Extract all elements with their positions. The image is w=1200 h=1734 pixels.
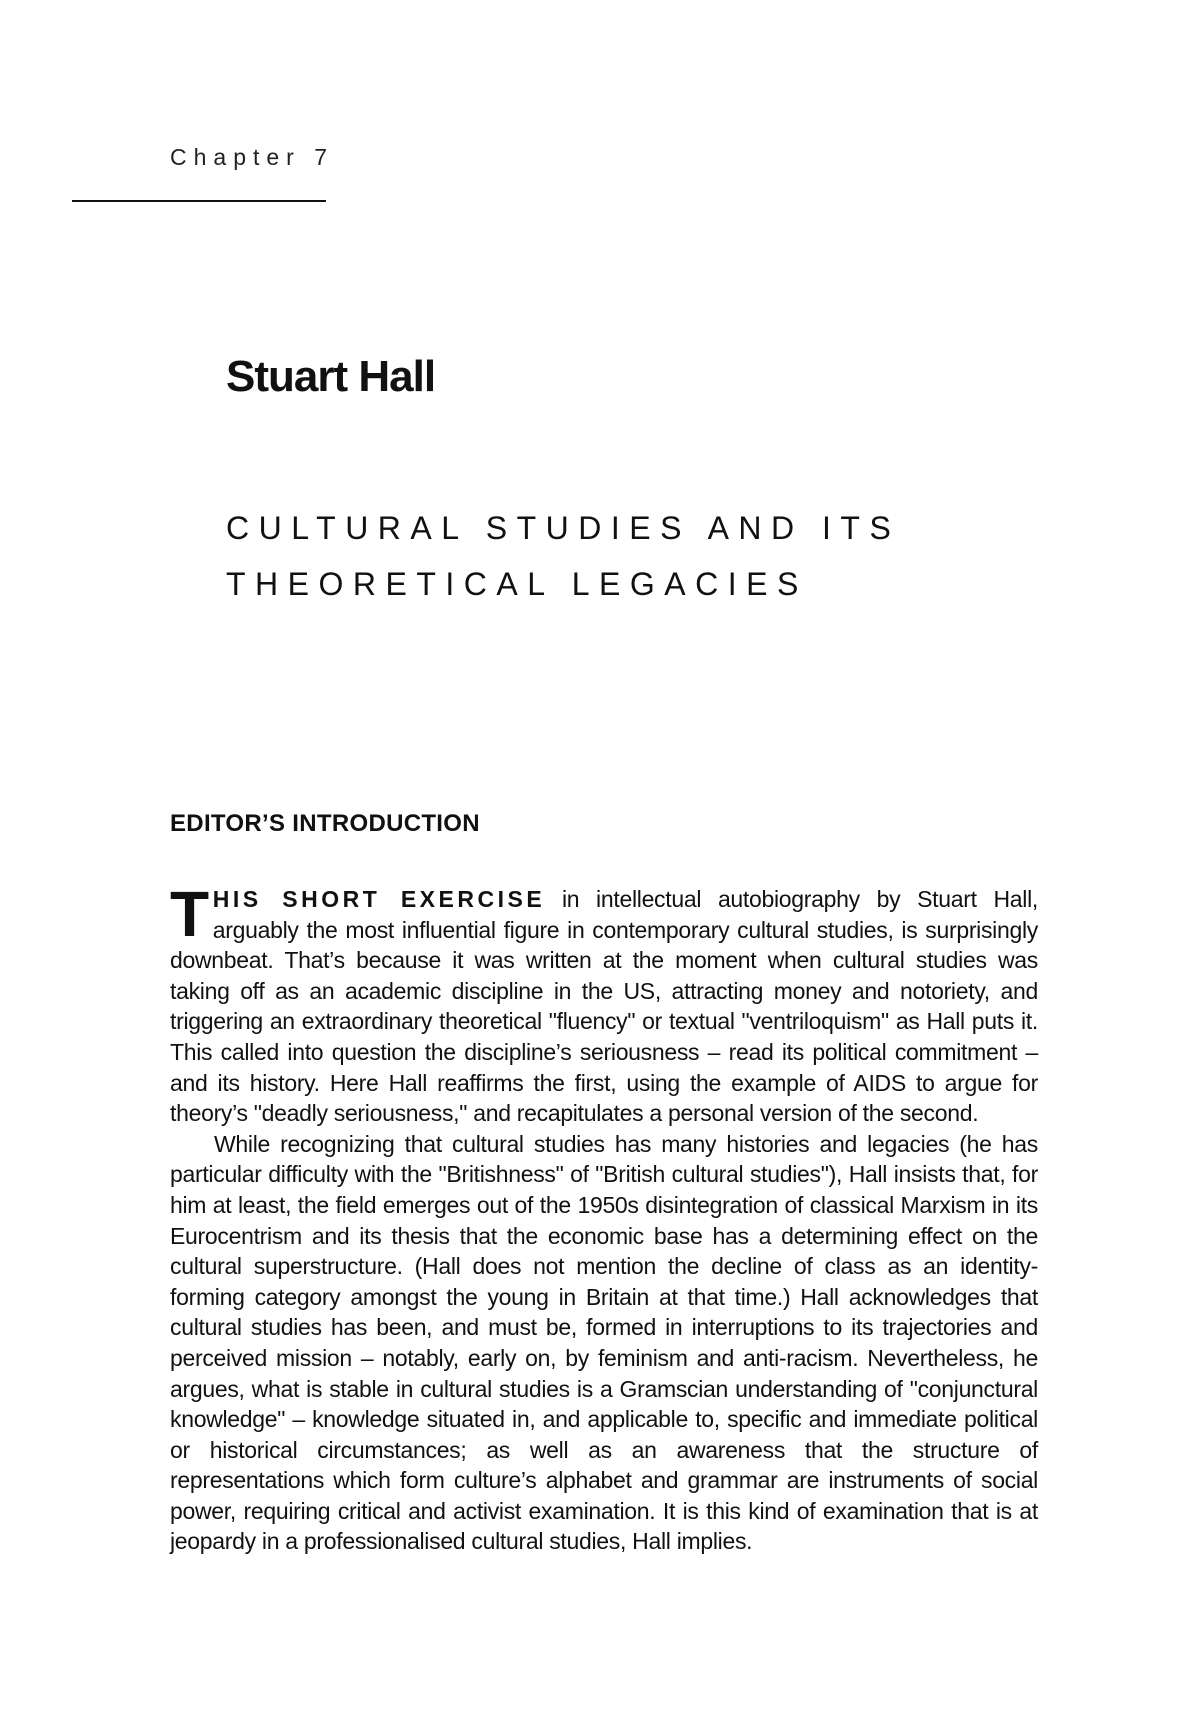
section-heading: EDITOR’S INTRODUCTION bbox=[170, 810, 480, 837]
paragraph-1 bbox=[170, 878, 1038, 1129]
chapter-label: Chapter 7 bbox=[170, 144, 335, 170]
chapter-title-line-2: THEORETICAL LEGACIES bbox=[226, 566, 808, 602]
chapter-title-line-1: CULTURAL STUDIES AND ITS bbox=[226, 510, 901, 546]
chapter-title bbox=[226, 500, 900, 612]
lead-in-text: HIS SHORT EXERCISE bbox=[212, 886, 546, 912]
author-name: Stuart Hall bbox=[226, 352, 436, 401]
introduction-body bbox=[170, 878, 1038, 1557]
drop-cap: T bbox=[170, 878, 209, 950]
paragraph-2: While recognizing that cultural studies has many histories and legacies (he has particular difficulty with the "Britishness" of "British cultural studies"), Hall insists that, for him at least, the field emerges out of the 1950s disintegration of classical Marxism in its Eurocentrism and its thesis that the economic base has a determining effect on the cultural superstructure. (Hall does not mention the decline of class as an identity-forming category amongst the young in Britain at that time.) Hall acknowledges that cultural studies has been, and must be, formed in interruptions to its trajectories and perceived mission – notably, early on, by feminism and anti-racism. Nevertheless, he argues, what is stable in cultural studies is a Gramscian understanding of "conjunctural knowledge" – knowledge situated in, and applicable to, specific and immediate political or historical circumstances; as well as an awareness that the structure of representations which form culture’s alphabet and grammar are instruments of social power, requiring critical and activist examination. It is this kind of examination that is at jeopardy in a professionalised cultural studies, Hall implies. bbox=[170, 1130, 1038, 1555]
chapter-divider bbox=[72, 200, 326, 202]
paragraph-1-text: in intellectual autobiography by Stuart Hall, arguably the most influential figure in contemporary cultural studies, is surprisingly downbeat. That’s because it was written at the moment when cultural studies was taking off as an academic discipline in the US, attracting money and notoriety, and triggering an extraordinary theoretical "fluency" or textual "ventriloquism" as Hall puts it. This called into question the discipline’s seriousness – read its political commitment – and its history. Here Hall reaffirms the first, using the example of AIDS to argue for theory’s "deadly seriousness," and recapitulates a personal version of the second. bbox=[170, 886, 1038, 1127]
